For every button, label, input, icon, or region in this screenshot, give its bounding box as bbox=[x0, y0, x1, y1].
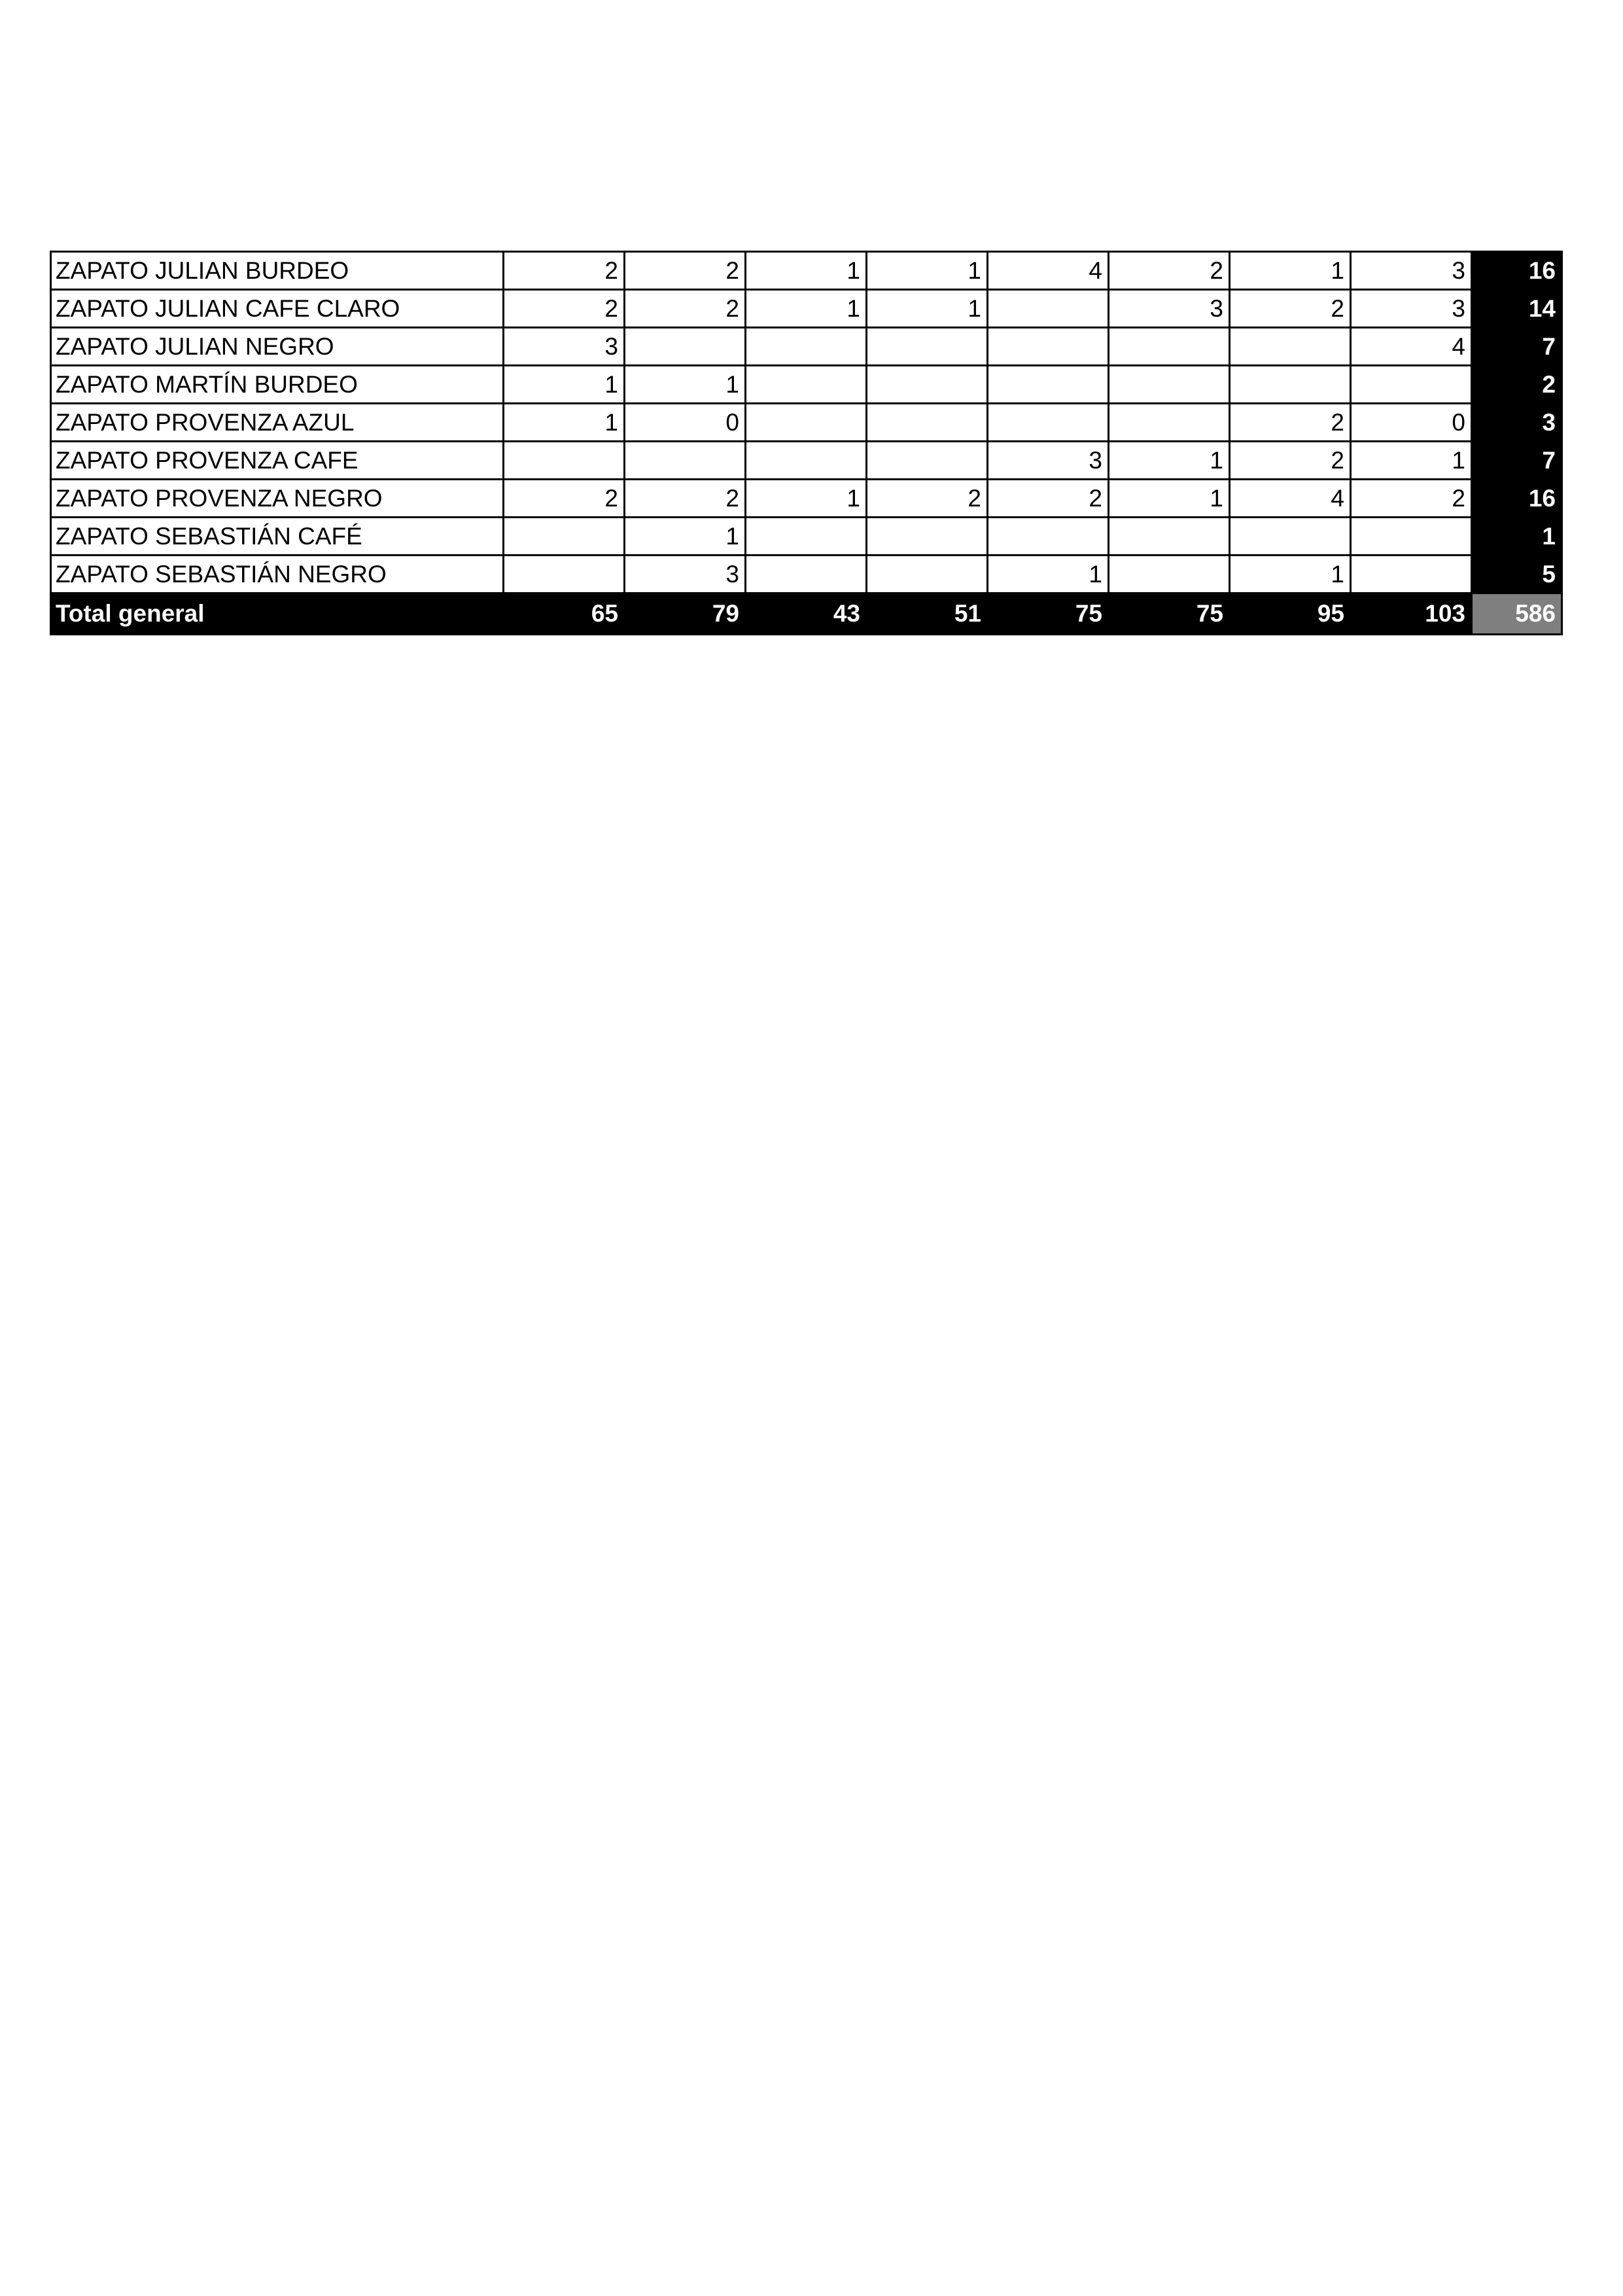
table-row bbox=[51, 404, 1562, 442]
grand-total-cell: 75 bbox=[1109, 593, 1230, 635]
table-row bbox=[51, 518, 1562, 556]
grand-total-cell: 103 bbox=[1351, 593, 1472, 635]
table-cell: 1 bbox=[1351, 442, 1472, 480]
table-row bbox=[51, 366, 1562, 404]
table-cell bbox=[504, 518, 625, 556]
table-cell: 1 bbox=[867, 252, 988, 290]
table-cell: 1 bbox=[746, 252, 867, 290]
table-row bbox=[51, 290, 1562, 328]
table-cell bbox=[988, 328, 1109, 366]
table-cell bbox=[1109, 518, 1230, 556]
table-cell bbox=[1109, 366, 1230, 404]
row-label: ZAPATO PROVENZA AZUL bbox=[51, 404, 504, 442]
table-cell: 3 bbox=[1351, 290, 1472, 328]
table-cell: 4 bbox=[1351, 328, 1472, 366]
table-cell bbox=[1351, 366, 1472, 404]
table-cell bbox=[988, 518, 1109, 556]
grand-total-value: 586 bbox=[1472, 593, 1562, 635]
table-cell: 2 bbox=[988, 480, 1109, 518]
table-cell: 3 bbox=[504, 328, 625, 366]
table-cell: 0 bbox=[625, 404, 746, 442]
row-label: ZAPATO JULIAN BURDEO bbox=[51, 252, 504, 290]
table-cell: 1 bbox=[746, 290, 867, 328]
table-row bbox=[51, 480, 1562, 518]
table-cell: 2 bbox=[625, 480, 746, 518]
table-cell bbox=[867, 404, 988, 442]
grand-total-cell: 65 bbox=[504, 593, 625, 635]
table-cell bbox=[746, 404, 867, 442]
table-cell: 3 bbox=[988, 442, 1109, 480]
table-cell bbox=[867, 518, 988, 556]
table-row bbox=[51, 442, 1562, 480]
table-cell bbox=[1351, 518, 1472, 556]
table-cell bbox=[867, 556, 988, 593]
row-label: ZAPATO JULIAN CAFE CLARO bbox=[51, 290, 504, 328]
table-cell: 1 bbox=[504, 366, 625, 404]
table-cell: 2 bbox=[1230, 442, 1351, 480]
table-cell: 2 bbox=[504, 252, 625, 290]
row-label: ZAPATO PROVENZA CAFE bbox=[51, 442, 504, 480]
table-cell bbox=[1230, 518, 1351, 556]
row-total: 14 bbox=[1472, 290, 1562, 328]
table-cell: 2 bbox=[1109, 252, 1230, 290]
row-label: ZAPATO MARTÍN BURDEO bbox=[51, 366, 504, 404]
table-cell: 1 bbox=[625, 366, 746, 404]
table-cell bbox=[746, 556, 867, 593]
table-cell: 1 bbox=[504, 404, 625, 442]
grand-total-cell: 79 bbox=[625, 593, 746, 635]
table-row bbox=[51, 328, 1562, 366]
grand-total-cell: 75 bbox=[988, 593, 1109, 635]
table-cell bbox=[867, 366, 988, 404]
row-label: ZAPATO JULIAN NEGRO bbox=[51, 328, 504, 366]
row-total: 1 bbox=[1472, 518, 1562, 556]
table-cell bbox=[988, 404, 1109, 442]
table-cell bbox=[746, 328, 867, 366]
table-cell: 1 bbox=[746, 480, 867, 518]
table-cell: 4 bbox=[1230, 480, 1351, 518]
grand-total-row bbox=[51, 593, 1562, 635]
table-cell: 2 bbox=[625, 290, 746, 328]
table-row bbox=[51, 252, 1562, 290]
table-cell bbox=[504, 556, 625, 593]
table-cell: 2 bbox=[1230, 290, 1351, 328]
table-cell: 2 bbox=[504, 480, 625, 518]
table-cell bbox=[1351, 556, 1472, 593]
table-cell: 4 bbox=[988, 252, 1109, 290]
grand-total-label: Total general bbox=[51, 593, 504, 635]
table-cell bbox=[625, 442, 746, 480]
table-cell: 2 bbox=[504, 290, 625, 328]
table-cell bbox=[504, 442, 625, 480]
pivot-table bbox=[50, 251, 1563, 635]
table-cell bbox=[1109, 556, 1230, 593]
table-cell: 1 bbox=[988, 556, 1109, 593]
table-row bbox=[51, 556, 1562, 593]
table-cell bbox=[867, 328, 988, 366]
grand-total-cell: 51 bbox=[867, 593, 988, 635]
table-cell: 1 bbox=[867, 290, 988, 328]
grand-total-cell: 95 bbox=[1230, 593, 1351, 635]
table-cell: 0 bbox=[1351, 404, 1472, 442]
row-label: ZAPATO PROVENZA NEGRO bbox=[51, 480, 504, 518]
row-total: 16 bbox=[1472, 252, 1562, 290]
table-cell: 3 bbox=[1109, 290, 1230, 328]
table-cell bbox=[746, 366, 867, 404]
table-cell: 2 bbox=[1230, 404, 1351, 442]
table-cell bbox=[746, 518, 867, 556]
row-total: 3 bbox=[1472, 404, 1562, 442]
table-cell: 1 bbox=[1109, 480, 1230, 518]
table-cell bbox=[625, 328, 746, 366]
row-total: 7 bbox=[1472, 328, 1562, 366]
table-cell bbox=[988, 290, 1109, 328]
table-cell: 1 bbox=[1230, 252, 1351, 290]
table-cell: 1 bbox=[1109, 442, 1230, 480]
table-cell: 2 bbox=[625, 252, 746, 290]
row-label: ZAPATO SEBASTIÁN CAFÉ bbox=[51, 518, 504, 556]
table-body bbox=[51, 252, 1562, 635]
table-cell bbox=[867, 442, 988, 480]
row-total: 7 bbox=[1472, 442, 1562, 480]
row-total: 16 bbox=[1472, 480, 1562, 518]
table-cell: 3 bbox=[625, 556, 746, 593]
table-cell: 1 bbox=[625, 518, 746, 556]
row-label: ZAPATO SEBASTIÁN NEGRO bbox=[51, 556, 504, 593]
table-cell bbox=[988, 366, 1109, 404]
table-cell: 2 bbox=[1351, 480, 1472, 518]
table-cell bbox=[746, 442, 867, 480]
table-cell bbox=[1230, 328, 1351, 366]
table-cell: 1 bbox=[1230, 556, 1351, 593]
table-cell bbox=[1109, 404, 1230, 442]
table-cell: 3 bbox=[1351, 252, 1472, 290]
table-cell bbox=[1230, 366, 1351, 404]
table-cell: 2 bbox=[867, 480, 988, 518]
table-cell bbox=[1109, 328, 1230, 366]
grand-total-cell: 43 bbox=[746, 593, 867, 635]
row-total: 2 bbox=[1472, 366, 1562, 404]
row-total: 5 bbox=[1472, 556, 1562, 593]
